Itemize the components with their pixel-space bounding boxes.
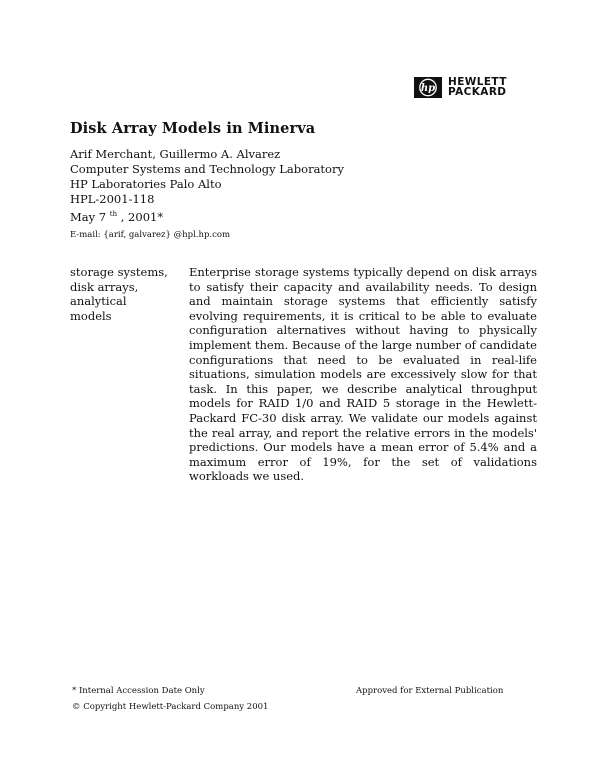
date-prefix: May 7	[70, 209, 107, 224]
accession-note: * Internal Accession Date Only	[72, 686, 205, 696]
copyright-note: © Copyright Hewlett-Packard Company 2001	[72, 702, 269, 712]
report-number: HPL-2001-118	[70, 192, 155, 206]
keywords-list	[70, 265, 180, 323]
keyword-item: models	[70, 308, 112, 323]
report-date	[70, 207, 344, 225]
hp-logo-icon	[414, 77, 442, 98]
abstract-text: Enterprise storage systems typically depend on disk arrays to satisfy their capacity and availability needs. To design and maintain storage systems that efficiently satisfy evolving requirements, it is critical to be able to evaluate configuration alternatives without having to physically implement them. Because of the large number of candidate configurations that need to be evaluated in real-life situations, simulation models are excessively slow for that task. In this paper, we describe analytical throughput models for RAID 1/0 and RAID 5 storage in the Hewlett-Packard FC-30 disk array. We validate our models against the real array, and report the relative errors in the models' predictions. Our models have a mean error of 5.4% and a maximum error of 19%, for the set of validations workloads we used.	[189, 265, 537, 484]
logo-line-1: HEWLETT	[448, 75, 507, 88]
logo-wordmark	[448, 77, 507, 98]
hp-logo	[414, 76, 507, 98]
author-lab: Computer Systems and Technology Laboratory	[70, 162, 344, 176]
paper-title: Disk Array Models in Minerva	[70, 120, 316, 137]
author-location: HP Laboratories Palo Alto	[70, 177, 222, 191]
keyword-item: analytical	[70, 294, 127, 309]
keyword-item: storage systems,	[70, 265, 168, 279]
author-email: E-mail: {arif, galvarez} @hpl.hp.com	[70, 230, 231, 240]
logo-line-2: PACKARD	[448, 86, 507, 98]
footer-notes	[72, 683, 268, 715]
author-block	[70, 147, 344, 225]
approval-note: Approved for External Publication	[356, 686, 504, 696]
date-superscript: th	[109, 210, 118, 218]
author-names: Arif Merchant, Guillermo A. Alvarez	[70, 147, 281, 161]
keyword-item: disk arrays,	[70, 279, 139, 294]
svg-text:hp: hp	[420, 82, 436, 94]
date-suffix: , 2001*	[117, 209, 164, 224]
